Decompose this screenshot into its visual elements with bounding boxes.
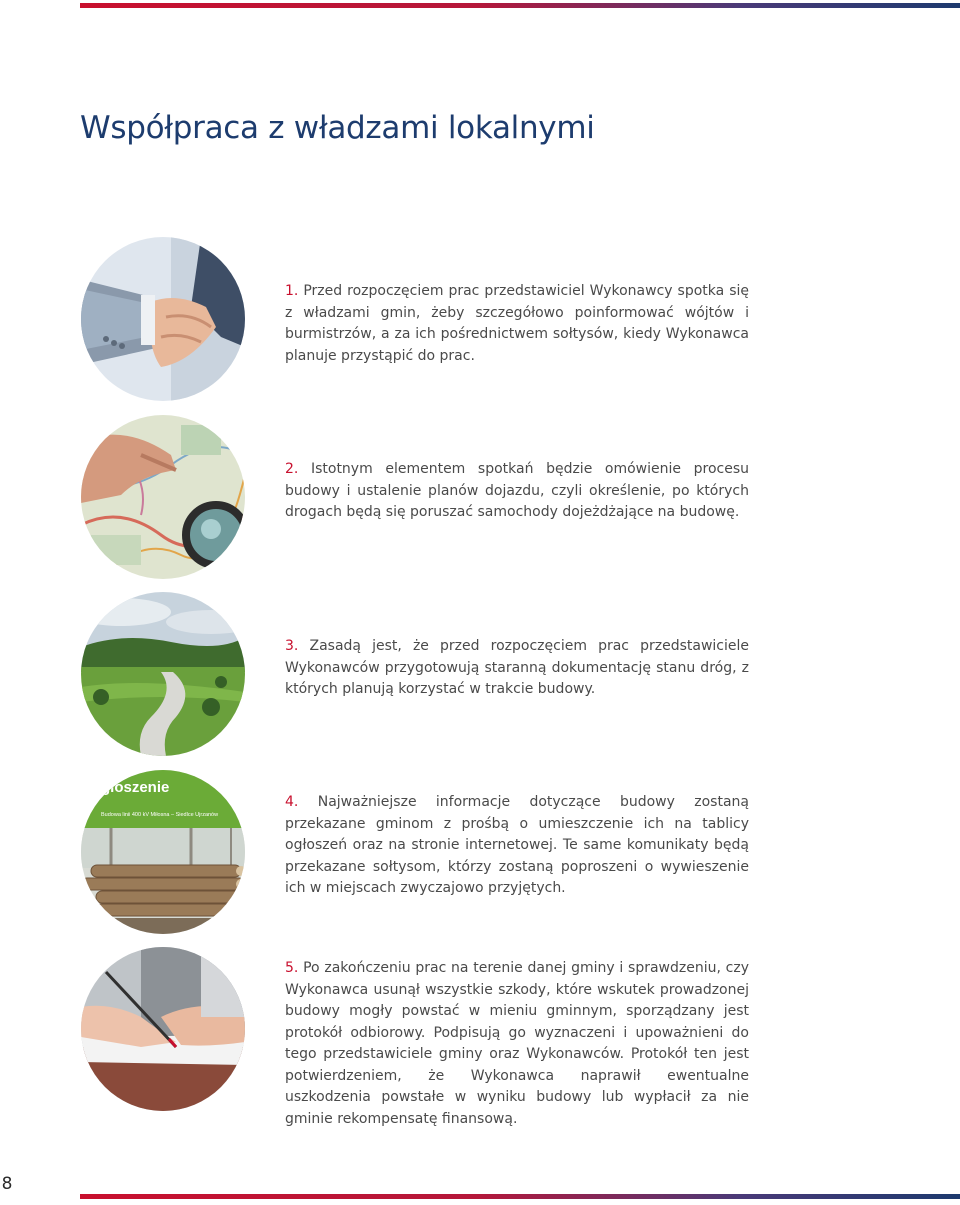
notice-caption: Budowa linii 400 kV Miłosna – Siedlce Ujrzanów bbox=[101, 812, 219, 818]
item-number: 2. bbox=[285, 461, 299, 477]
handshake-photo bbox=[81, 237, 245, 401]
map-magnifier-photo bbox=[81, 415, 245, 579]
item-text: Przed rozpoczęciem prac przedstawiciel Wykonawcy spotka się z władzami gmin, żeby szczegółowo poinformować wójtów i burmistrzów, a za ich pośrednictwem sołtysów, kiedy Wykonawca planuje przystąpić do prac. bbox=[285, 283, 750, 364]
bottom-accent-bar bbox=[80, 1194, 960, 1199]
paragraph-5 bbox=[285, 958, 749, 1130]
item-number: 4. bbox=[285, 794, 299, 810]
paragraph-2 bbox=[285, 459, 749, 524]
paragraph-4 bbox=[285, 792, 749, 900]
item-number: 5. bbox=[285, 960, 299, 976]
item-text: Po zakończeniu prac na terenie danej gminy i sprawdzeniu, czy Wykonawca usunął wszystkie szkody, które wskutek prowadzonej budowy mogły powstać w mieniu gminnym, sporządzany jest protokół odbiorowy. Podpisują go wyznaczeni i upoważnieni do tego przedstawiciele gminy oraz Wykonawców. Protokół ten jest potwierdzeniem, że Wykonawca naprawił ewentualne uszkodzenia powstałe w wyniku budowy lub wypłacił za nie gminie rekompensatę finansową. bbox=[285, 960, 750, 1127]
item-text: Zasadą jest, że przed rozpoczęciem prac przedstawiciele Wykonawców przygotowują staranną dokumentację stanu dróg, z których planują korzystać w trakcie budowy. bbox=[285, 638, 750, 697]
notice-heading: głoszenie bbox=[101, 779, 170, 796]
item-number: 1. bbox=[285, 283, 299, 299]
top-accent-bar bbox=[80, 3, 960, 8]
item-text: Najważniejsze informacje dotyczące budowy zostaną przekazane gminom z prośbą o umieszczenie ich na tablicy ogłoszeń oraz na stronie internetowej. Te same komunikaty będą przekazane sołtysom, którzy zostaną poproszeni o wywieszenie ich w miejscach zwyczajowo przyjętych. bbox=[285, 794, 749, 896]
page-number: 8 bbox=[1, 1174, 13, 1194]
page-title: Współpraca z władzami lokalnymi bbox=[80, 110, 595, 146]
item-text: Istotnym elementem spotkań będzie omówienie procesu budowy i ustalenie planów dojazdu, czyli określenie, po których drogach będą się poruszać samochody dojeżdżające na budowę. bbox=[285, 461, 749, 520]
notice-board-photo bbox=[81, 770, 245, 934]
country-road-photo bbox=[81, 592, 245, 756]
paragraph-3 bbox=[285, 636, 749, 701]
paragraph-1 bbox=[285, 281, 749, 367]
item-number: 3. bbox=[285, 638, 299, 654]
signing-document-photo bbox=[81, 947, 245, 1111]
